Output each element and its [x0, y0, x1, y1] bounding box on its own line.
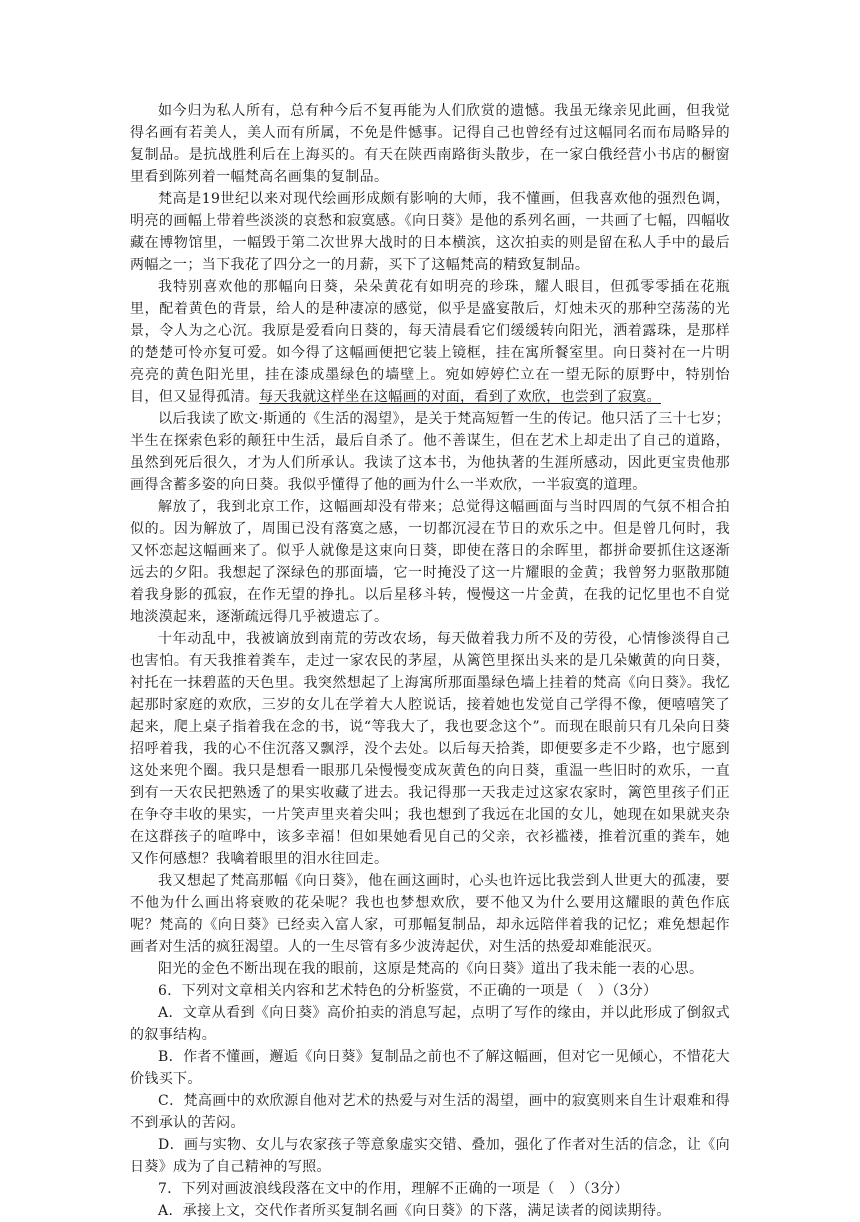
- paragraph-8: 阳光的金色不断出现在我的眼前，这原是梵高的《向日葵》道出了我未能一表的心思。: [158, 961, 704, 977]
- question-6-option-a: A．文章从看到《向日葵》高价拍卖的消息写起，点明了写作的缘由，并以此形成了倒叙式的叙事结构。: [130, 1005, 730, 1043]
- paragraph-5: 解放了，我到北京工作，这幅画却没有带来；总觉得这幅画面与当时四周的气氛不相合拍似的。因为解放了，周围已没有落寞之感，一切都沉浸在节日的欢乐之中。但是曾几何时，我又怀恋起这幅画来了。似乎人就像是这束向日葵，即使在落日的余晖里，都拼命要抓住这逐渐远去的夕阳。我想起了深绿色的那面墙，它一时掩没了这一片耀眼的金黄；我曾努力驱散那随着我身影的孤寂，在作无望的挣扎。以后星移斗转，慢慢这一片金黄，在我的记忆里也不自觉地淡漠起来，逐渐疏远得几乎被遗忘了。: [130, 499, 730, 625]
- paragraph-4: 以后我读了欧文·斯通的《生活的渴望》，是关于梵高短暂一生的传记。他只活了三十七岁；半生在探索色彩的颠狂中生活，最后自杀了。他不善谋生，但在艺术上却走出了自己的道路，虽然到死后很久，才为人们所承认。我读了这本书，为他执著的生涯所感动，因此更宝贵他那画得含蓄多姿的向日葵。我似乎懂得了他的画为什么一半欢欣，一半寂寞的道理。: [130, 411, 730, 493]
- paragraph-1: 如今归为私人所有，总有种今后不复再能为人们欣赏的遗憾。我虽无缘亲见此画，但我觉得名画有若美人，美人而有所属，不免是件憾事。记得自己也曾经有过这幅同名而布局略异的复制品。是抗战胜利后在上海买的。有天在陕西南路街头散步，在一家白俄经营小书店的橱窗里看到陈列着一幅梵高名画集的复制品。: [130, 103, 730, 185]
- question-7-option-a: A．承接上文，交代作者所买复制名画《向日葵》的下落，满足读者的阅读期待。: [158, 1203, 671, 1219]
- paragraph-2: 梵高是19世纪以来对现代绘画形成颇有影响的大师，我不懂画，但我喜欢他的强烈色调，明亮的画幅上带着些淡淡的哀愁和寂寞感。《向日葵》是他的系列名画，一共画了七幅，四幅收藏在博物馆里，一幅毁于第二次世界大战时的日本横滨，这次拍卖的则是留在私人手中的最后两幅之一；当下我花了四分之一的月薪，买下了这幅梵高的精致复制品。: [130, 191, 730, 273]
- paragraph-3: [130, 276, 730, 408]
- paragraph-7: 我又想起了梵高那幅《向日葵》，他在画这画时，心头也许远比我尝到人世更大的孤凄，要不他为什么画出将衰败的花朵呢？我也也梦想欢欣，要不他又为什么要用这耀眼的黄色作底呢？梵高的《向日葵》已经卖入富人家，可那幅复制品，却永远陪伴着我的记忆；难免想起作画者对生活的疯狂渴望。人的一生尽管有多少波涛起伏，对生活的热爱却难能泯灭。: [130, 873, 730, 955]
- question-6-option-d: D．画与实物、女儿与农家孩子等意象虚实交错、叠加，强化了作者对生活的信念，让《向日葵》成为了自己精神的写照。: [130, 1137, 730, 1175]
- paragraph-3-text: 我特别喜欢他的那幅向日葵，朵朵黄花有如明亮的珍珠，耀人眼目，但孤零零插在花瓶里，配着黄色的背景，给人的是种凄凉的感觉，似乎是盛宴散后，灯烛未灭的那种空荡荡的光景，令人为之心沉。我原是爱看向日葵的，每天清晨看它们缓缓转向阳光，洒着露珠，是那样的楚楚可怜亦复可爱。如今得了这幅画便把它装上镜框，挂在寓所餐室里。向日葵衬在一片明亮亮的黄色阳光里，挂在漆成墨绿色的墙壁上。宛如婷婷伫立在一望无际的原野中，特别怡目，但又显得孤清。: [130, 279, 730, 405]
- underlined-sentence: 每天我就这样坐在这幅画的对面，看到了欢欣，也尝到了寂寞。: [259, 389, 661, 405]
- question-6-option-b: B．作者不懂画，邂逅《向日葵》复制品之前也不了解这幅画，但对它一见倾心，不惜花大价钱买下。: [130, 1049, 730, 1087]
- document-page: [130, 100, 730, 1222]
- paragraph-6: 十年动乱中，我被谪放到南荒的劳改农场，每天做着我力所不及的劳役，心情惨淡得自己也害怕。有天我推着粪车，走过一家农民的茅屋，从篱笆里探出头来的是几朵嫩黄的向日葵，衬托在一抹碧蓝的天色里。我突然想起了上海寓所那面墨绿色墙上挂着的梵高《向日葵》。我忆起那时家庭的欢欣，三岁的女儿在学着大人腔说话，接着她也发觉自己学得不像，便嘻嘻笑了起来，爬上桌子指着我在念的书，说“等我大了，我也要念这个”。而现在眼前只有几朵向日葵招呼着我，我的心不住沉落又飘浮，没个去处。以后每天拾粪，即便要多走不少路，也宁愿到这处来兜个圈。我只是想看一眼那几朵慢慢变成灰黄色的向日葵，重温一些旧时的欢乐，一直到有一天农民把熟透了的果实收藏了进去。我记得那一天我走过这家农家时，篱笆里孩子们正在争夺丰收的果实，一片笑声里夹着尖叫；我也想到了我远在北国的女儿，她现在如果就夹杂在这群孩子的喧哗中，该多幸福！但如果她看见自己的父亲，衣衫褴褛，推着沉重的粪车，她又作何感想？我噙着眼里的泪水往回走。: [130, 631, 730, 867]
- question-6-stem: 6．下列对文章相关内容和艺术特色的分析鉴赏，不正确的一项是（ ）（3分）: [158, 983, 658, 999]
- question-6-option-c: C．梵高画中的欢欣源自他对艺术的热爱与对生活的渴望，画中的寂寞则来自生计艰难和得不到承认的苦闷。: [130, 1093, 730, 1131]
- question-7-stem: 7．下列对画波浪线段落在文中的作用，理解不正确的一项是（ ）（3分）: [158, 1181, 629, 1197]
